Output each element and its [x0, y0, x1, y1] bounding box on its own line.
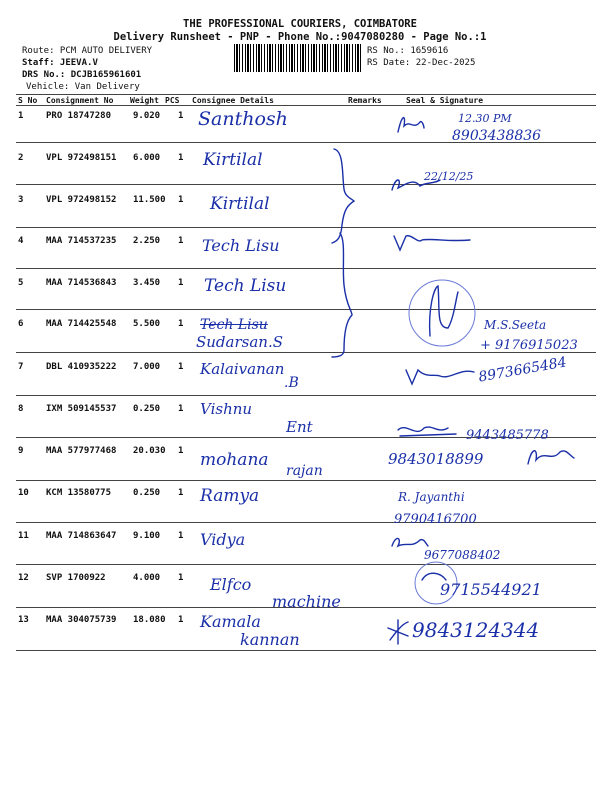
consignee-name: Tech Lisu: [202, 236, 280, 255]
note-phone: 9790416700: [394, 512, 477, 527]
route-field: Route: PCM AUTO DELIVERY: [22, 46, 153, 56]
row-weight: 0.250: [133, 488, 161, 498]
row-sno: 4: [18, 236, 24, 246]
consignee-name: mohana: [200, 450, 269, 470]
grouping-bracket-icon: [330, 145, 360, 360]
col-weight: Weight: [130, 96, 159, 105]
row-sno: 11: [18, 531, 29, 541]
signature-row-7: [404, 364, 476, 392]
row-sno: 13: [18, 615, 29, 625]
consignee-name-line2: Sudarsan.S: [196, 333, 283, 351]
note-name: M.S.Seeta: [484, 318, 547, 332]
signature-scribble-icon: [386, 618, 412, 646]
row-pcs: 1: [178, 153, 184, 163]
row-sno: 9: [18, 446, 24, 456]
note-phone: 9443485778: [466, 428, 549, 443]
note-phone: 9677088402: [424, 548, 501, 562]
row-pcs: 1: [178, 111, 184, 121]
row-consignment: VPL 972498151: [46, 153, 117, 163]
row-pcs: 1: [178, 488, 184, 498]
barcode: [234, 44, 362, 72]
row-rule: [16, 522, 596, 523]
row-weight: 0.250: [133, 404, 161, 414]
row-weight: 9.020: [133, 111, 161, 121]
note-time: 12.30 PM: [458, 112, 512, 125]
row-rule: [16, 564, 596, 565]
rs-date: RS Date: 22-Dec-2025: [367, 58, 476, 68]
signature-scribble-icon: [526, 444, 576, 468]
signature-row-4: [392, 232, 472, 256]
row-rule: [16, 650, 596, 651]
row-sno: 3: [18, 195, 24, 205]
consignee-name: Kalaivanan: [200, 360, 285, 378]
col-details: Consignee Details: [192, 96, 274, 105]
signature-scribble-icon: [392, 232, 472, 252]
consignee-name: Tech Lisu: [200, 317, 268, 333]
consignee-name: Kamala: [200, 612, 261, 631]
col-seal: Seal & Signature: [406, 96, 484, 105]
stamp-row-6: [404, 278, 480, 352]
row-pcs: 1: [178, 615, 184, 625]
signature-row-1: [396, 112, 426, 140]
signature-scribble-icon: [396, 420, 460, 442]
row-sno: 10: [18, 488, 29, 498]
row-sno: 2: [18, 153, 24, 163]
col-consignment: Consignment No: [46, 96, 114, 105]
row-pcs: 1: [178, 531, 184, 541]
row-sno: 5: [18, 278, 24, 288]
row-consignment: SVP 1700922: [46, 573, 106, 583]
signature-scribble-icon: [404, 364, 476, 388]
row-consignment: MAA 714863647: [46, 531, 117, 541]
consignee-name: Santhosh: [198, 108, 288, 130]
col-sno: S No: [18, 96, 38, 105]
row-weight: 6.000: [133, 153, 161, 163]
row-weight: 3.450: [133, 278, 161, 288]
row-sno: 12: [18, 573, 29, 583]
note-date: 22/12/25: [424, 170, 474, 183]
rs-number: RS No.: 1659616: [367, 46, 449, 56]
row-sno: 1: [18, 111, 24, 121]
runsheet-subtitle: Delivery Runsheet - PNP - Phone No.:9047080280 - Page No.:1: [113, 31, 487, 43]
row-consignment: MAA 304075739: [46, 615, 117, 625]
stamp-seal-icon: [404, 278, 480, 348]
note-phone: 8973665484: [477, 354, 568, 386]
row-rule: [16, 184, 596, 185]
row-pcs: 1: [178, 573, 184, 583]
row-consignment: MAA 577977468: [46, 446, 117, 456]
row-pcs: 1: [178, 236, 184, 246]
note-phone: 8903438836: [452, 128, 542, 144]
signature-row-9b: [526, 444, 576, 472]
row-rule: [16, 480, 596, 481]
consignee-name-line2: .B: [284, 375, 299, 391]
drs-number: DRS No.: DCJB165961601: [22, 70, 142, 80]
row-pcs: 1: [178, 446, 184, 456]
consignee-name: Tech Lisu: [204, 276, 287, 296]
row-rule: [16, 395, 596, 396]
header-rule-top: [16, 94, 596, 95]
row-consignment: IXM 509145537: [46, 404, 117, 414]
col-pcs: PCS: [165, 96, 180, 105]
row-consignment: MAA 714537235: [46, 236, 117, 246]
consignee-name-line2: machine: [272, 592, 341, 611]
row-consignment: MAA 714425548: [46, 319, 117, 329]
note-phone: 9843124344: [412, 618, 540, 642]
row-consignment: KCM 13580775: [46, 488, 112, 498]
note-phone: 9843018899: [388, 450, 484, 468]
row-pcs: 1: [178, 362, 184, 372]
consignee-name: Kirtilal: [210, 194, 270, 214]
row-pcs: 1: [178, 404, 184, 414]
note-name: R. Jayanthi: [398, 490, 465, 504]
consignee-name: Elfco: [210, 575, 252, 594]
row-weight: 18.080: [133, 615, 166, 625]
consignee-name-line2: rajan: [286, 463, 323, 479]
consignee-name-line2: Ent: [286, 418, 313, 436]
vehicle-field: Vehicle: Van Delivery: [26, 82, 140, 92]
row-weight: 11.500: [133, 195, 166, 205]
runsheet-title: THE PROFESSIONAL COURIERS, COIMBATORE: [183, 18, 417, 30]
row-sno: 8: [18, 404, 24, 414]
consignee-name: Vishnu: [200, 400, 253, 418]
row-sno: 6: [18, 319, 24, 329]
row-pcs: 1: [178, 278, 184, 288]
row-pcs: 1: [178, 195, 184, 205]
row-sno: 7: [18, 362, 24, 372]
row-rule: [16, 268, 596, 269]
staff-field: Staff: JEEVA.V: [22, 58, 98, 68]
note-phone: + 9176915023: [480, 338, 578, 353]
consignee-name: Ramya: [200, 486, 260, 506]
note-phone: 9715544921: [440, 580, 542, 599]
row-weight: 2.250: [133, 236, 161, 246]
row-consignment: MAA 714536843: [46, 278, 117, 288]
header-rule-bottom: [16, 105, 596, 106]
consignee-name: Vidya: [200, 530, 246, 549]
row-weight: 5.500: [133, 319, 161, 329]
row-weight: 7.000: [133, 362, 161, 372]
signature-row-9a: [396, 420, 460, 446]
row-weight: 20.030: [133, 446, 166, 456]
consignee-name: Kirtilal: [203, 150, 263, 170]
row-consignment: PRO 18747280: [46, 111, 112, 121]
signature-scribble-icon: [396, 112, 426, 136]
row-rule: [16, 227, 596, 228]
consignee-name-line2: kannan: [240, 630, 300, 649]
signature-row-13: [386, 618, 412, 650]
row-rule: [16, 309, 596, 310]
row-pcs: 1: [178, 319, 184, 329]
row-weight: 4.000: [133, 573, 161, 583]
row-consignment: DBL 410935222: [46, 362, 117, 372]
col-remarks: Remarks: [348, 96, 382, 105]
row-rule: [16, 607, 596, 608]
row-consignment: VPL 972498152: [46, 195, 117, 205]
row-weight: 9.100: [133, 531, 161, 541]
